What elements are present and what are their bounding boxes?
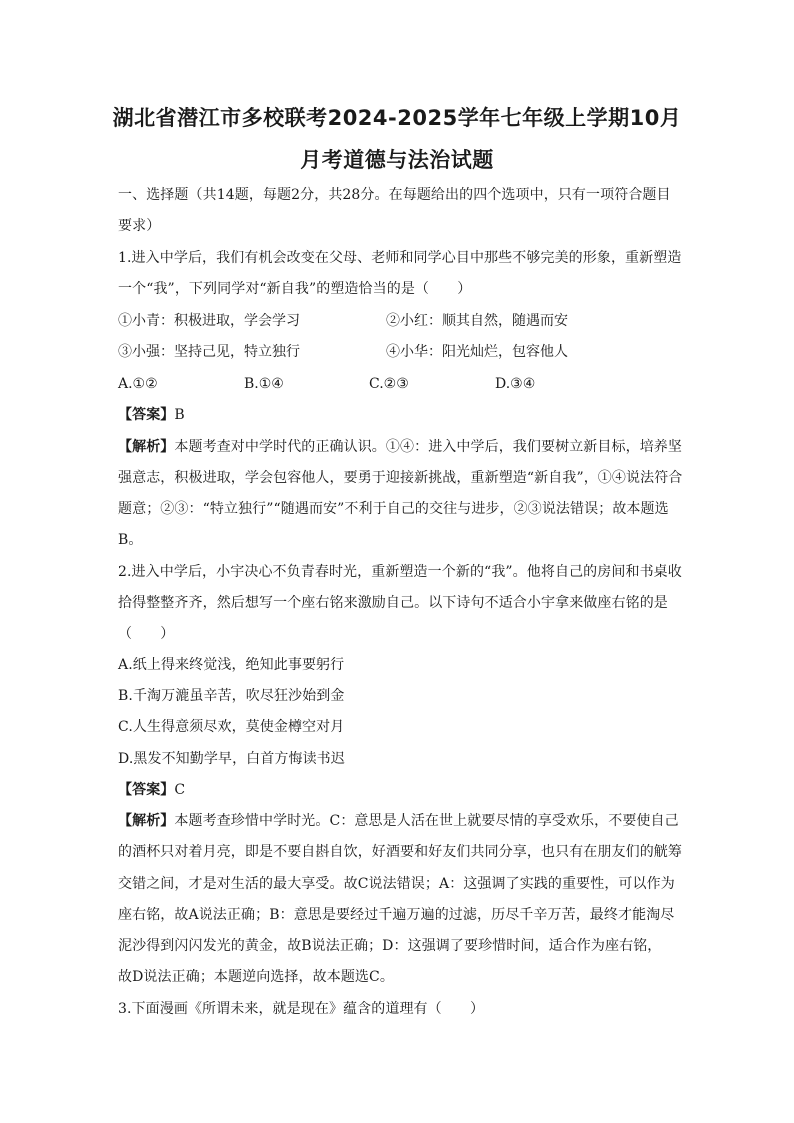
q1-choice-b: B.①④ xyxy=(244,376,284,392)
q2-choice-b: B.千淘万漉虽辛苦，吹尽狂沙始到金 xyxy=(118,688,345,704)
q2-choice-a: A.纸上得来终觉浅，绝知此事要躬行 xyxy=(118,657,345,673)
q1-choice-d: D.③④ xyxy=(495,376,536,392)
q2-analysis-line5: 泥沙得到闪闪发光的黄金，故B说法正确；D：这强调了要珍惜时间，适合作为座右铭， xyxy=(118,938,662,954)
q2-analysis-line2: 的酒杯只对着月亮，即是不要自斟自饮，好酒要和好友们共同分享，也只有在朋友们的觥筹 xyxy=(118,844,682,860)
q1-item-1: ①小青：积极进取，学会学习 xyxy=(118,313,300,329)
q1-stem-line2: 一个“我”，下列同学对“新自我”的塑造恰当的是（ ） xyxy=(118,281,472,297)
q1-choice-c: C.②③ xyxy=(369,376,409,392)
q2-choice-d: D.黑发不知勤学早，白首方悔读书迟 xyxy=(118,751,345,767)
q1-answer xyxy=(118,404,185,426)
q2-analysis-line4: 座右铭，故A说法正确；B：意思是要经过千遍万遍的过滤，历尽千辛万苦，最终才能淘尽 xyxy=(118,907,675,923)
q3-stem-line1: 3.下面漫画《所谓未来，就是现在》蕴含的道理有（ ） xyxy=(118,1001,485,1017)
q2-choice-c: C.人生得意须尽欢，莫使金樽空对月 xyxy=(118,719,345,735)
document-title-line1: 湖北省潜江市多校联考2024-2025学年七年级上学期10月 xyxy=(112,106,682,130)
q1-analysis-line4: B。 xyxy=(118,532,143,548)
q2-stem-line3: （ ） xyxy=(118,626,175,642)
q2-analysis-line6: 故D说法正确；本题逆向选择，故本题选C。 xyxy=(118,969,394,985)
q2-answer-label: 【答案】 xyxy=(118,782,175,798)
q1-analysis-line3: 题意；②③：“特立独行”“随遇而安”不利于自己的交往与进步，②③说法错误；故本题选 xyxy=(118,501,669,517)
q1-analysis-label: 【解析】 xyxy=(118,439,175,455)
q1-item-2: ②小红：顺其自然，随遇而安 xyxy=(386,313,568,329)
q2-analysis-line3: 交错之间，才是对生活的最大享受。故C说法错误；A：这强调了实践的重要性，可以作为 xyxy=(118,876,675,892)
q2-answer-value: C xyxy=(174,782,186,798)
q2-analysis-label: 【解析】 xyxy=(118,813,175,829)
q1-analysis-line2: 强意志，积极进取，学会包容他人，要勇于迎接新挑战，重新塑造“新自我”，①④说法符合 xyxy=(118,470,683,486)
q2-analysis-line1 xyxy=(118,810,679,832)
q1-analysis-text1: 本题考查对中学时代的正确认识。①④：进入中学后，我们要树立新目标，培养坚 xyxy=(174,439,683,455)
q2-stem-line2: 拾得整整齐齐，然后想写一个座右铭来激励自己。以下诗句不适合小宇拿来做座右铭的是 xyxy=(118,595,668,611)
q1-stem-line1: 1.进入中学后，我们有机会改变在父母、老师和同学心目中那些不够完美的形象，重新塑造 xyxy=(118,250,682,266)
q2-stem-line1: 2.进入中学后，小宇决心不负青春时光，重新塑造一个新的“我”。他将自己的房间和书桌收 xyxy=(118,564,682,580)
q2-answer xyxy=(118,779,185,801)
document-title-line2: 月考道德与法治试题 xyxy=(300,148,494,172)
q1-item-3: ③小强：坚持己见，特立独行 xyxy=(118,344,300,360)
q2-analysis-text1: 本题考查珍惜中学时光。C：意思是人活在世上就要尽情的享受欢乐，不要使自己 xyxy=(174,813,679,829)
section-heading-line2: 要求） xyxy=(118,218,161,234)
section-heading-line1: 一、选择题（共14题，每题2分，共28分。在每题给出的四个选项中，只有一项符合题目 xyxy=(118,187,671,203)
q1-answer-value: B xyxy=(174,407,185,423)
q1-answer-label: 【答案】 xyxy=(118,407,175,423)
q1-choice-a: A.①② xyxy=(118,376,158,392)
q1-analysis-line1 xyxy=(118,436,682,458)
q1-item-4: ④小华：阳光灿烂，包容他人 xyxy=(386,344,568,360)
